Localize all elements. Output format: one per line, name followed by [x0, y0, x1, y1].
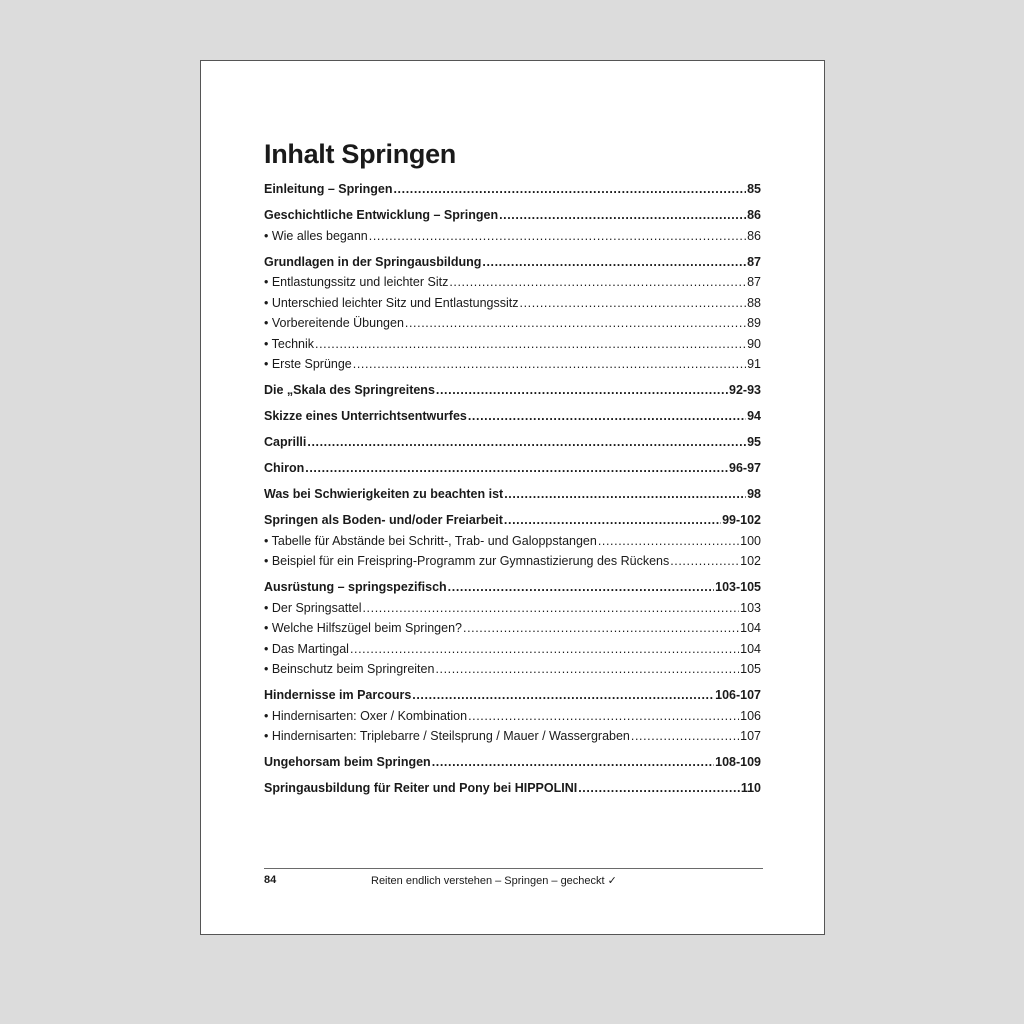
toc-entry-label: • Hindernisarten: Triplebarre / Steilsprung / Mauer / Wassergraben	[264, 729, 630, 743]
toc-entry-label: Chiron	[264, 461, 305, 475]
toc-dot-leader	[449, 272, 746, 293]
page-title: Inhalt Springen	[264, 139, 457, 169]
toc-chapter-entry	[264, 406, 761, 427]
toc-entry-page: 104	[740, 641, 761, 656]
toc-chapter-entry	[264, 432, 761, 453]
toc-entry-page: 90	[747, 336, 761, 351]
toc-subentry	[264, 639, 761, 660]
toc-subentry	[264, 659, 761, 680]
footer-page-number: 84	[264, 874, 277, 886]
toc-dot-leader	[468, 406, 746, 427]
toc-entry-page: 89	[747, 316, 761, 330]
toc-dot-leader	[670, 551, 739, 572]
toc-entry-page: 103-105	[715, 580, 761, 594]
toc-entry-label: Die „Skala des Springreitens	[264, 383, 435, 397]
toc-subentry	[264, 293, 761, 314]
toc-dot-leader	[436, 380, 728, 401]
toc-dot-leader	[499, 205, 746, 226]
toc-entry-label: Ungehorsam beim Springen	[264, 755, 431, 769]
toc-subentry	[264, 726, 761, 747]
toc-entry-label: Springen als Boden- und/oder Freiarbeit	[264, 513, 503, 527]
toc-entry-page: 98	[747, 487, 761, 501]
toc-dot-leader	[393, 179, 746, 200]
toc-entry-page: 107	[740, 729, 761, 743]
toc-entry-page: 88	[747, 295, 761, 310]
toc-subentry	[264, 706, 761, 727]
toc-dot-leader	[307, 432, 746, 453]
toc-entry-page: 85	[747, 182, 761, 196]
toc-subentry	[264, 551, 761, 572]
toc-entry-label: • Vorbereitende Übungen	[264, 316, 404, 330]
footer-divider	[264, 868, 763, 869]
toc-dot-leader	[504, 510, 721, 531]
toc-chapter-entry	[264, 510, 761, 531]
toc-chapter-entry	[264, 205, 761, 226]
toc-entry-label: • Technik	[264, 336, 315, 351]
toc-entry-page: 108-109	[715, 755, 761, 769]
toc-entry-page: 106-107	[715, 688, 761, 702]
toc-dot-leader	[350, 639, 739, 660]
toc-dot-leader	[305, 458, 728, 479]
toc-entry-label: Was bei Schwierigkeiten zu beachten ist	[264, 487, 504, 501]
toc-dot-leader	[353, 354, 746, 375]
toc-entry-page: 105	[740, 662, 761, 676]
toc-dot-leader	[412, 685, 714, 706]
toc-entry-label: • Hindernisarten: Oxer / Kombination	[264, 708, 468, 723]
toc-subentry	[264, 272, 761, 293]
toc-entry-label: • Beinschutz beim Springreiten	[264, 662, 435, 676]
toc-entry-label: • Das Martingal	[264, 641, 349, 656]
toc-dot-leader	[520, 293, 747, 314]
toc-entry-page: 92-93	[729, 383, 761, 397]
document-page	[200, 60, 825, 935]
toc-entry-page: 86	[747, 208, 761, 222]
toc-entry-label: • Beispiel für ein Freispring-Programm zur Gymnastizierung des Rückens	[264, 554, 670, 568]
toc-chapter-entry	[264, 685, 761, 706]
toc-entry-page: 99-102	[722, 513, 761, 527]
toc-dot-leader	[468, 706, 739, 727]
toc-entry-label: • Tabelle für Abstände bei Schritt-, Trab- und Galoppstangen	[264, 533, 597, 548]
toc-chapter-entry	[264, 484, 761, 505]
toc-dot-leader	[482, 252, 746, 273]
toc-entry-label: • Entlastungssitz und leichter Sitz	[264, 275, 449, 289]
toc-dot-leader	[432, 752, 714, 773]
toc-dot-leader	[504, 484, 746, 505]
toc-dot-leader	[448, 577, 714, 598]
toc-entry-page: 96-97	[729, 461, 761, 475]
toc-entry-label: Hindernisse im Parcours	[264, 688, 412, 702]
toc-entry-label: Einleitung – Springen	[264, 182, 393, 196]
toc-chapter-entry	[264, 752, 761, 773]
footer-running-title: Reiten endlich verstehen – Springen – gecheckt ✓	[371, 875, 617, 887]
toc-entry-label: • Der Springsattel	[264, 600, 362, 615]
toc-entry-page: 91	[747, 357, 761, 371]
toc-entry-page: 102	[740, 554, 761, 568]
toc-chapter-entry	[264, 577, 761, 598]
toc-chapter-entry	[264, 252, 761, 273]
toc-subentry	[264, 334, 761, 355]
toc-subentry	[264, 313, 761, 334]
toc-entry-label: Caprilli	[264, 435, 307, 449]
toc-dot-leader	[631, 726, 739, 747]
toc-entry-page: 94	[747, 409, 761, 423]
toc-entry-label: Ausrüstung – springspezifisch	[264, 580, 447, 594]
toc-entry-label: • Unterschied leichter Sitz und Entlastungssitz	[264, 295, 519, 310]
toc-entry-page: 87	[747, 275, 761, 289]
toc-subentry	[264, 598, 761, 619]
toc-subentry	[264, 531, 761, 552]
toc-dot-leader	[435, 659, 739, 680]
toc-dot-leader	[578, 778, 740, 799]
toc-entry-label: Skizze eines Unterrichtsentwurfes	[264, 409, 467, 423]
toc-subentry	[264, 618, 761, 639]
toc-dot-leader	[405, 313, 746, 334]
toc-chapter-entry	[264, 778, 761, 799]
toc-entry-label: Springausbildung für Reiter und Pony bei HIPPOLINI	[264, 781, 578, 795]
toc-entry-page: 87	[747, 254, 761, 269]
toc-entry-label: • Erste Sprünge	[264, 357, 352, 371]
toc-dot-leader	[315, 334, 746, 355]
toc-dot-leader	[362, 598, 739, 619]
toc-subentry	[264, 226, 761, 247]
toc-entry-page: 110	[740, 781, 761, 795]
toc-entry-page: 103	[740, 600, 761, 615]
toc-dot-leader	[463, 618, 739, 639]
toc-chapter-entry	[264, 458, 761, 479]
toc-dot-leader	[598, 531, 739, 552]
table-of-contents	[264, 179, 761, 799]
toc-dot-leader	[369, 226, 746, 247]
toc-entry-page: 100	[740, 533, 761, 548]
toc-entry-page: 86	[747, 228, 761, 243]
toc-entry-page: 106	[740, 708, 761, 723]
toc-subentry	[264, 354, 761, 375]
toc-entry-label: • Welche Hilfszügel beim Springen?	[264, 621, 462, 635]
toc-entry-label: Geschichtliche Entwicklung – Springen	[264, 208, 499, 222]
toc-chapter-entry	[264, 380, 761, 401]
toc-entry-page: 95	[747, 435, 761, 449]
toc-entry-label: Grundlagen in der Springausbildung	[264, 254, 482, 269]
toc-chapter-entry	[264, 179, 761, 200]
toc-entry-page: 104	[740, 621, 761, 635]
toc-entry-label: • Wie alles begann	[264, 228, 368, 243]
